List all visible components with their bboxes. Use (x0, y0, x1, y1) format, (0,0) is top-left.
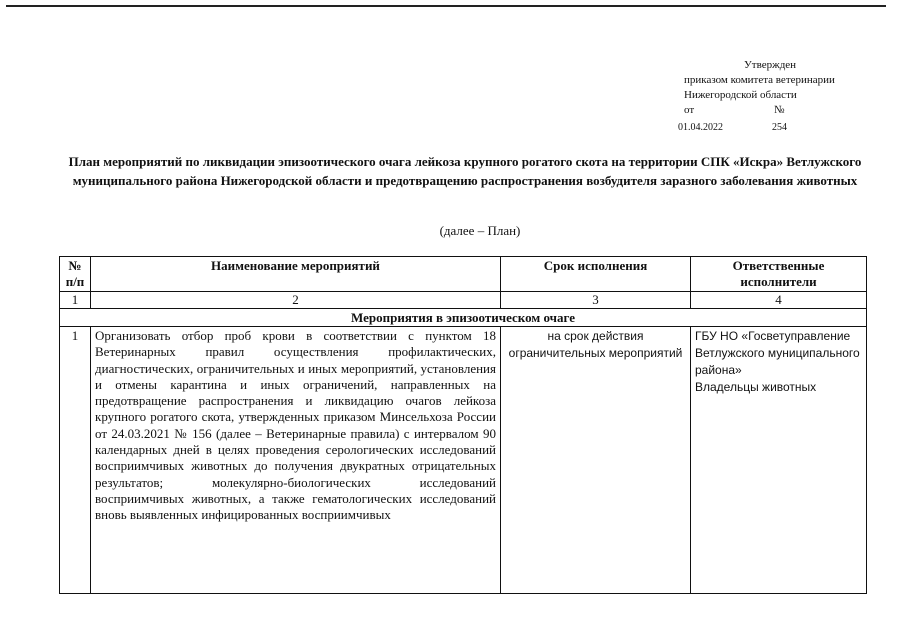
header-number: № п/п (60, 257, 91, 292)
approval-date-row (678, 120, 835, 135)
header-responsible: Ответственные исполнители (691, 257, 867, 292)
approval-order-line: приказом комитета ветеринарии (684, 74, 835, 86)
section-title: Мероприятия в эпизоотическом очаге (60, 309, 867, 327)
header-activity: Наименование мероприятий (91, 257, 501, 292)
column-number: 4 (691, 292, 867, 309)
table-header-row (60, 257, 867, 292)
column-number-row (60, 292, 867, 309)
column-number: 1 (60, 292, 91, 309)
document-title: План мероприятий по ликвидации эпизоотического очага лейкоза крупного рогатого скота на территории СПК «Искра» Ветлужского муниципального района Нижегородской области и предотвращению распространения возбудителя заразного заболевания животных (68, 154, 862, 188)
column-number: 3 (501, 292, 691, 309)
row-description: Организовать отбор проб крови в соответствии с пунктом 18 Ветеринарных правил осуществления профилактических, диагностических, ограничительных и иных мероприятий, установления и отмены карантина и иных ограничений, направленных на предотвращение распространения и ликвидацию очагов лейкоза крупного рогатого скота, утвержденных приказом Минсельхоза России от 24.03.2021 № 156 (далее – Ветеринарные правила) с интервалом 90 календарных дней в целях проведения серологических исследований восприимчивых животных до получения двукратных отрицательных результатов; молекулярно-биологических исследований восприимчивых животных, а также гематологических исследований вновь выявленных инфицированных восприимчивых (91, 327, 501, 594)
document-subtitle: (далее – План) (439, 223, 521, 238)
column-number: 2 (91, 292, 501, 309)
approval-region-line: Нижегородской области (684, 89, 797, 101)
plan-table (59, 256, 867, 594)
row-responsible (691, 327, 867, 594)
responsible-org: ГБУ НО «Госветуправление Ветлужского муниципального района» (695, 329, 860, 377)
section-row (60, 309, 867, 327)
header-deadline: Срок исполнения (501, 257, 691, 292)
approval-stamp (678, 58, 835, 135)
table-row (60, 327, 867, 594)
approval-date: 01.04.2022 (678, 122, 723, 133)
row-index: 1 (60, 327, 91, 594)
approval-number-label: № (774, 104, 785, 116)
approval-from-row (684, 103, 835, 118)
approval-number: 254 (772, 122, 787, 133)
approval-from-label: от (684, 104, 695, 116)
top-border-line (6, 5, 886, 7)
approval-heading: Утвержден (744, 59, 797, 71)
responsible-owners: Владельцы животных (695, 380, 817, 394)
row-deadline: на срок действия ограничительных мероприятий (501, 327, 691, 594)
